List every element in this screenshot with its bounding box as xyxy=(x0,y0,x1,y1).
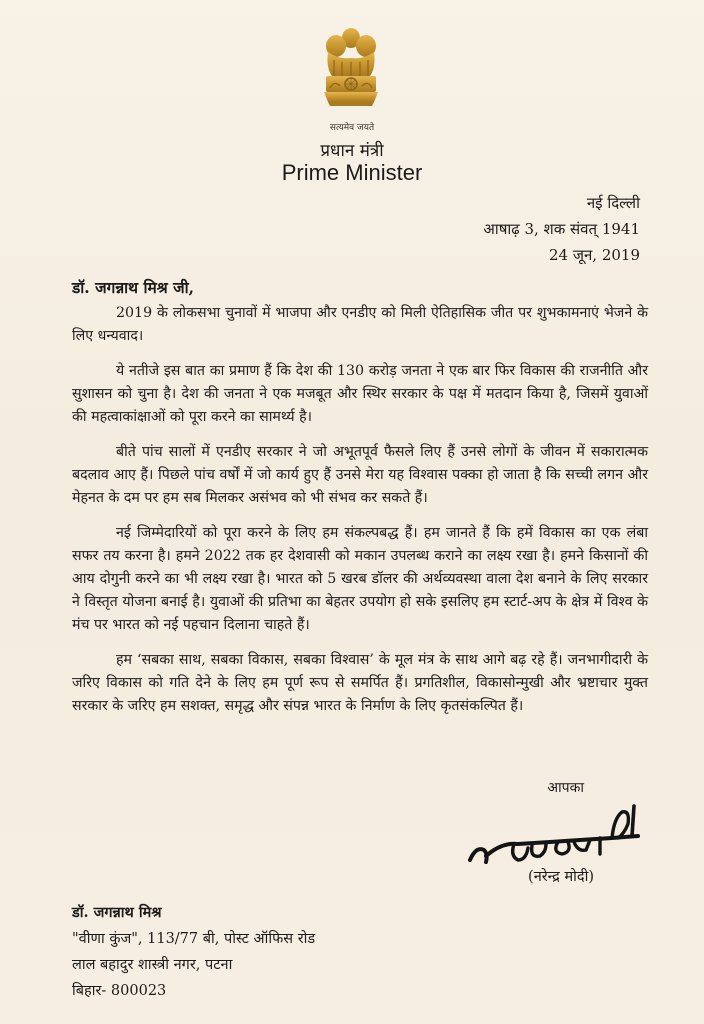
recipient-name: डॉ. जगन्नाथ मिश्र xyxy=(72,904,162,921)
closing: आपका xyxy=(547,780,584,796)
date-saka: आषाढ़ 3, शक संवत् 1941 xyxy=(483,220,640,238)
emblem-motto: सत्यमेव जयते xyxy=(329,123,375,133)
letterhead-title-hindi: प्रधान मंत्री xyxy=(320,141,384,161)
address-line-1: "वीणा कुंज", 113/77 बी, पोस्ट ऑफिस रोड xyxy=(72,931,316,947)
paragraph: बीते पांच सालों में एनडीए सरकार ने जो अभूतपूर्व फैसले लिए हैं उनसे लोगों के जीवन में सकारात्मक बदलाव आए हैं। पिछले पांच वर्षों में जो कार्य हुए हैं उनसे मेरा यह विश्वास पक्का हो जाता है कि सच्ची लगन और मेहनत के दम पर हम सब मिलकर असंभव को भी संभव कर सकते हैं। xyxy=(72,444,648,506)
paragraph: 2019 के लोकसभा चुनावों में भाजपा और एनडीए को मिली ऐतिहासिक जीत पर शुभकामनाएं भेजने के लिए धन्यवाद। xyxy=(72,305,648,344)
state-emblem-icon xyxy=(318,24,384,120)
place-and-date xyxy=(483,190,640,268)
address-line-2: लाल बहादुर शास्त्री नगर, पटना xyxy=(72,957,233,973)
date-gregorian: 24 जून, 2019 xyxy=(548,246,640,264)
paragraph: नई जिम्मेदारियों को पूरा करने के लिए हम संकल्पबद्ध हैं। हम जानते हैं कि हमें विकास का एक लंबा सफर तय करना है। हमने 2022 तक हर देशवासी को मकान उपलब्ध कराने का लक्ष्य रखा है। हमने किसानों की आय दोगुनी करने का भी लक्ष्य रखा है। भारत को 5 खरब डॉलर की अर्थव्यवस्था वाला देश बनाने के लिए सरकार ने विस्तृत योजना बनाई है। युवाओं की प्रतिभा का बेहतर उपयोग हो सके इसलिए हम स्टार्ट-अप के क्षेत्र में विश्व के मंच पर भारत को नई पहचान दिलाना चाहते हैं। xyxy=(72,525,648,633)
letter-body xyxy=(72,302,648,730)
paragraph: ये नतीजे इस बात का प्रमाण हैं कि देश की 130 करोड़ जनता ने एक बार फिर विकास की राजनीति और सुशासन को चुना है। देश की जनता ने एक मजबूत और स्थिर सरकार के पक्ष में मतदान किया है, जिसमें युवाओं की महत्वाकांक्षाओं को पूरा करने का सामर्थ्य है। xyxy=(72,363,648,425)
paragraph: हम ‘सबका साथ, सबका विकास, सबका विश्वास’ के मूल मंत्र के साथ आगे बढ़ रहे हैं। जनभागीदारी के जरिए विकास को गति देने के लिए हम पूर्ण रूप से समर्पित हैं। प्रगतिशील, विकासोन्मुखी और भ्रष्टाचार मुक्त सरकार के जरिए हम सशक्त, समृद्ध और संपन्न भारत के निर्माण के लिए कृतसंकल्पित हैं। xyxy=(72,652,648,714)
letterhead-title-english: Prime Minister xyxy=(281,160,423,185)
address-line-3: बिहार- 800023 xyxy=(72,983,167,999)
recipient-address xyxy=(72,900,315,1004)
signer-name: (नरेन्द्र मोदी) xyxy=(528,869,594,885)
place: नई दिल्ली xyxy=(586,194,640,212)
signature-icon xyxy=(462,798,652,874)
salutation: डॉ. जगन्नाथ मिश्र जी, xyxy=(72,278,195,297)
